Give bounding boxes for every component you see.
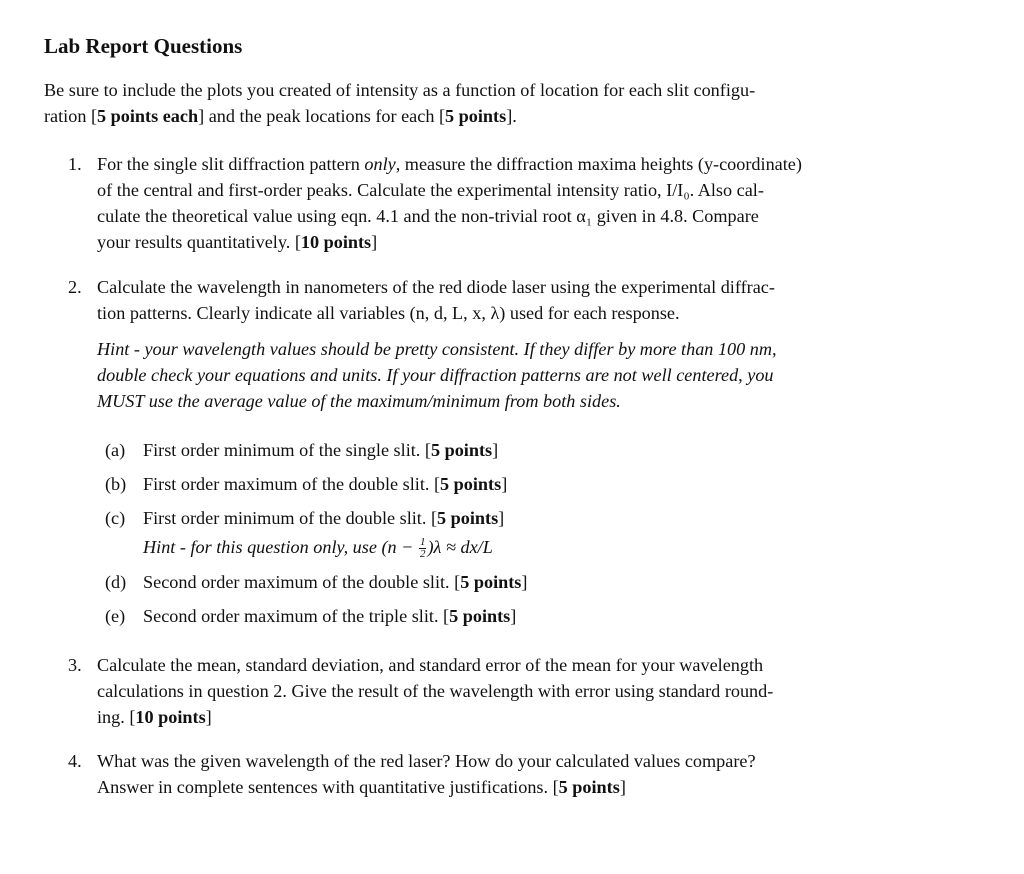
page-title: Lab Report Questions bbox=[44, 34, 243, 58]
subquestion-text: First order minimum of the single slit. [5 points] bbox=[143, 440, 499, 460]
intro-line-2: ration [5 points each] and the peak locations for each [5 points]. bbox=[44, 106, 517, 126]
q1-line-1: For the single slit diffraction pattern only, measure the diffraction maxima heights (y-coordinate) bbox=[97, 154, 802, 174]
q4-line-1: What was the given wavelength of the red laser? How do your calculated values compare? bbox=[97, 751, 756, 771]
subquestion-label: (b) bbox=[105, 474, 127, 494]
q3-line-3: ing. [10 points] bbox=[97, 707, 212, 727]
subquestion-label: (c) bbox=[105, 508, 126, 528]
q4-line-2: Answer in complete sentences with quantitative justifications. [5 points] bbox=[97, 777, 626, 797]
subquestion-text: Second order maximum of the double slit. [5 points] bbox=[143, 572, 528, 592]
intro-paragraph bbox=[44, 77, 974, 129]
q2-hint-line-3: MUST use the average value of the maximum/minimum from both sides. bbox=[97, 391, 621, 411]
question-body bbox=[97, 151, 967, 255]
question-body bbox=[97, 748, 967, 800]
question-body bbox=[97, 652, 967, 730]
question-number: 4. bbox=[68, 751, 82, 771]
subquestion-label: (d) bbox=[105, 572, 127, 592]
question-number: 3. bbox=[68, 655, 82, 675]
subquestion-c-hint: Hint - for this question only, use (n − $\frac{1}{2}$ )λ ≈ dx/L bbox=[143, 536, 493, 561]
q1-line-4: your results quantitatively. [10 points] bbox=[97, 232, 378, 252]
subquestion-label: (e) bbox=[105, 606, 126, 626]
q2-hint-line-2: double check your equations and units. If your diffraction patterns are not well centered, you bbox=[97, 365, 774, 385]
q2-line-2: tion patterns. Clearly indicate all variables (n, d, L, x, λ) used for each response. bbox=[97, 303, 680, 323]
subquestion-text: First order minimum of the double slit. [5 points] bbox=[143, 508, 505, 528]
intro-line-1: Be sure to include the plots you created of intensity as a function of location for each slit configu- bbox=[44, 80, 756, 100]
q2-hint-line-1: Hint - your wavelength values should be pretty consistent. If they differ by more than 100 nm, bbox=[97, 339, 777, 359]
q2-line-1: Calculate the wavelength in nanometers of the red diode laser using the experimental diffrac- bbox=[97, 277, 775, 297]
q3-line-2: calculations in question 2. Give the result of the wavelength with error using standard round- bbox=[97, 681, 774, 701]
subquestion-label: (a) bbox=[105, 440, 126, 460]
question-number: 2. bbox=[68, 277, 82, 297]
one-half-fraction: $\frac{1}{2}$ bbox=[419, 536, 426, 561]
subquestion-text: First order maximum of the double slit. [5 points] bbox=[143, 474, 508, 494]
q3-line-1: Calculate the mean, standard deviation, and standard error of the mean for your wavelength bbox=[97, 655, 764, 675]
q1-line-2: of the central and first-order peaks. Calculate the experimental intensity ratio, I/I₀. Also cal- bbox=[97, 180, 764, 200]
question-body bbox=[97, 274, 967, 326]
subquestion-text: Second order maximum of the triple slit. [5 points] bbox=[143, 606, 517, 626]
question-number: 1. bbox=[68, 154, 82, 174]
q1-line-3: culate the theoretical value using eqn. 4.1 and the non-trivial root α₁ given in 4.8. Compare bbox=[97, 206, 759, 226]
